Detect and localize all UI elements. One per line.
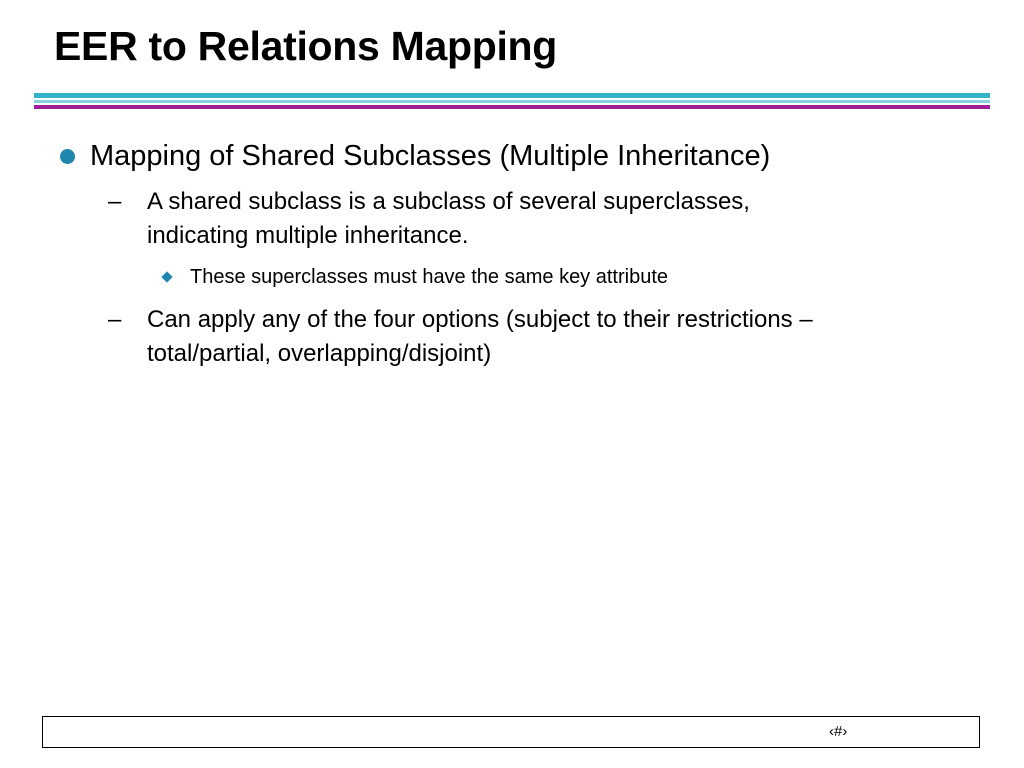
bullet-text-level2-line1: Can apply any of the four options (subject to their restrictions – [147,306,813,333]
title-rule-teal [34,93,990,98]
dash-bullet-icon: – [108,188,122,215]
dash-bullet-icon: – [108,306,122,333]
slide-title: EER to Relations Mapping [54,23,558,69]
diamond-bullet-icon [161,271,172,282]
bullet-text-level2-line1: A shared subclass is a subclass of several superclasses, [147,188,750,215]
slide-number: ‹#› [829,723,848,740]
bullet-text-level3: These superclasses must have the same key attribute [190,266,669,288]
bullet-text-level1: Mapping of Shared Subclasses (Multiple Inheritance) [90,140,771,172]
title-rule-purple [34,105,990,109]
bullet-text-level2-line2: indicating multiple inheritance. [147,222,469,249]
title-rule-light-teal [34,100,990,103]
round-bullet-icon [60,149,75,164]
bullet-text-level2-line2: total/partial, overlapping/disjoint) [147,340,492,367]
